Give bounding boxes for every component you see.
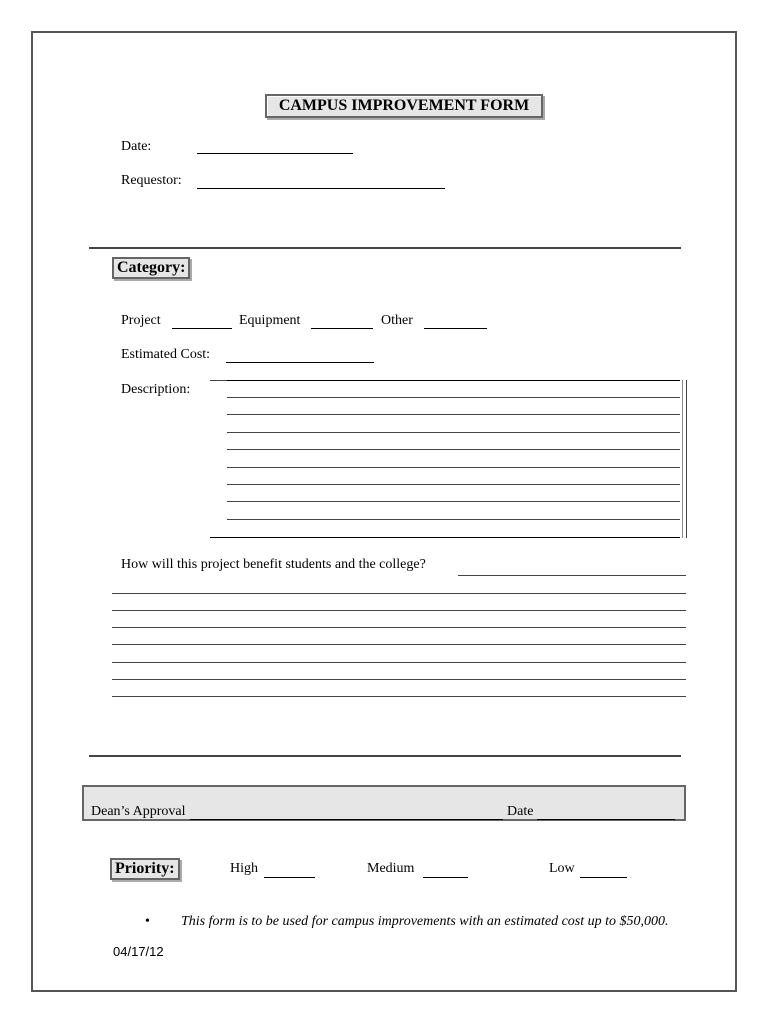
approval-date-field[interactable]: [537, 819, 675, 820]
description-line: [227, 432, 680, 433]
description-line: [227, 449, 680, 450]
priority-heading: Priority:: [110, 858, 180, 880]
description-area[interactable]: [207, 380, 687, 538]
description-line-bottom: [210, 537, 680, 538]
other-field[interactable]: [424, 328, 487, 329]
project-label: Project: [121, 313, 161, 328]
benefit-line[interactable]: [112, 593, 686, 594]
description-label: Description:: [121, 382, 191, 397]
section-divider-top: [89, 247, 681, 249]
low-label: Low: [549, 861, 575, 876]
description-line: [227, 484, 680, 485]
benefit-line[interactable]: [112, 662, 686, 663]
benefit-question: How will this project benefit students and the college?: [121, 557, 426, 572]
requestor-label: Requestor:: [121, 173, 182, 188]
equipment-field[interactable]: [311, 328, 373, 329]
form-title: CAMPUS IMPROVEMENT FORM: [265, 94, 543, 118]
medium-label: Medium: [367, 861, 415, 876]
benefit-line[interactable]: [112, 610, 686, 611]
requestor-field[interactable]: [197, 188, 445, 189]
description-line: [227, 380, 680, 381]
medium-field[interactable]: [423, 877, 468, 878]
project-field[interactable]: [172, 328, 232, 329]
note-bullet: •: [145, 914, 150, 929]
description-inner-border: [682, 380, 683, 538]
deans-approval-field[interactable]: [190, 819, 503, 820]
cost-note: This form is to be used for campus improvements with an estimated cost up to $50,000.: [181, 914, 669, 929]
benefit-line[interactable]: [112, 627, 686, 628]
high-field[interactable]: [264, 877, 315, 878]
low-field[interactable]: [580, 877, 627, 878]
description-line: [227, 397, 680, 398]
category-heading: Category:: [112, 257, 190, 279]
deans-approval-label: Dean’s Approval: [91, 804, 186, 819]
estimated-cost-label: Estimated Cost:: [121, 347, 211, 362]
benefit-line[interactable]: [112, 696, 686, 697]
estimated-cost-field[interactable]: [226, 362, 374, 363]
benefit-line[interactable]: [112, 679, 686, 680]
description-right-border: [686, 380, 687, 538]
description-line: [227, 501, 680, 502]
benefit-line[interactable]: [458, 575, 686, 576]
date-field[interactable]: [197, 153, 353, 154]
benefit-line[interactable]: [112, 644, 686, 645]
date-label: Date:: [121, 139, 152, 154]
approval-date-label: Date: [507, 804, 534, 819]
other-label: Other: [381, 313, 413, 328]
description-line: [227, 414, 680, 415]
description-line: [227, 467, 680, 468]
revision-date: 04/17/12: [113, 944, 164, 959]
section-divider-bottom: [89, 755, 681, 757]
description-line: [227, 519, 680, 520]
high-label: High: [230, 861, 258, 876]
equipment-label: Equipment: [239, 313, 301, 328]
